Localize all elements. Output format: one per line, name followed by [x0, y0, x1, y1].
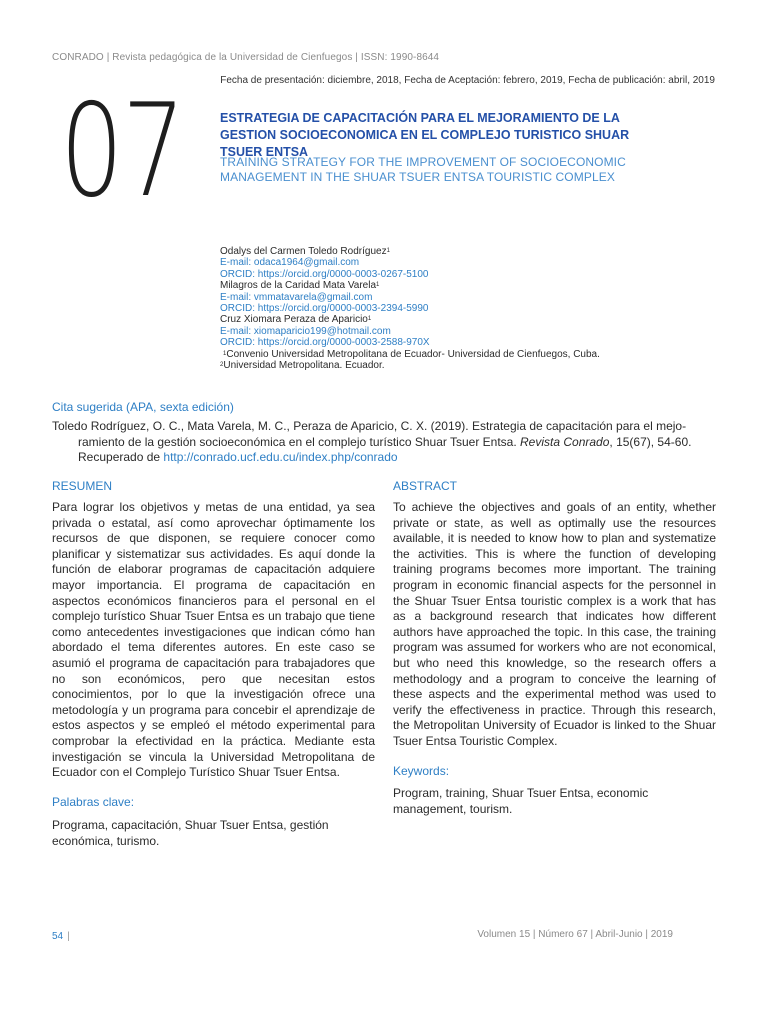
resumen-text: Para lograr los objetivos y metas de una entidad, ya sea privada o estatal, así como aprovechar óptimamente los recursos de que disponen, se requiere conocer como planificar y sistematizar sus actividades. Es aquí donde la función de elaborar programas de capacitación adquiere mayor importancia. El programa de capacitación en aspectos económicos financieros para el personal en el complejo turístico Shuar Tsuer Entsa es un trabajo que tiene como antecedentes investigaciones que indican cómo han abordado el tema diferentes autores. En este caso se asumió el programa de capacitación para trabajadores que no son económicos, pero que necesitan estos conocimientos, por lo que la investigación ofrece una metodología y un programa para concebir el aprendizaje de estos aspectos y se empleó el método experimental para comprobar la efectividad en la práctica. Mediante esta investigación se vincula la Universidad Metropolitana de Ecuador con el Complejo Turístico Shuar Tsuer Entsa. [52, 500, 375, 780]
orcid-link[interactable]: https://orcid.org/0000-0003-0267-5100 [257, 268, 429, 280]
orcid-link[interactable]: https://orcid.org/0000-0003-2394-5990 [257, 303, 429, 315]
author-name: Cruz Xiomara Peraza de Aparicio$^1$ [220, 314, 372, 326]
citation-url-link[interactable]: http://conrado.ucf.edu.cu/index.php/conrado [163, 450, 398, 464]
page-number: 54 | [52, 931, 70, 942]
keywords-heading: Keywords: [393, 764, 450, 778]
affiliation: $^1$Convenio Universidad Metropolitana de Ecuador- Universidad de Cienfuegos, Cuba. [223, 348, 600, 360]
issue-info: Volumen 15 | Número 67 | Abril-Junio | 2019 [477, 929, 673, 940]
email-link[interactable]: odaca1964@gmail.com [253, 257, 360, 269]
citation-heading: Cita sugerida (APA, sexta edición) [52, 400, 234, 414]
resumen-heading: RESUMEN [52, 479, 113, 493]
author-email: E-mail: vmmatavarela@gmail.com [220, 291, 373, 303]
article-title-english: TRAINING STRATEGY FOR THE IMPROVEMENT OF SOCIOECONOMIC MANAGEMENT IN THE SHUAR TSUER ENTSA TOURISTIC COMPLEX [220, 155, 626, 184]
article-title-spanish: ESTRATEGIA DE CAPACITACIÓN PARA EL MEJORAMIENTO DE LA GESTION SOCIOECONOMICA EN EL COMPLEJO TURISTICO SHUAR TSUER ENTSA [220, 110, 630, 159]
palabras-clave-heading: Palabras clave: [52, 795, 135, 809]
journal-header: CONRADO | Revista pedagógica de la Universidad de Cienfuegos | ISSN: 1990-8644 [52, 52, 440, 63]
author-orcid: ORCID: https://orcid.org/0000-0003-2394-5990 [220, 303, 429, 315]
affiliation: $^2$Universidad Metropolitana. Ecuador. [220, 360, 385, 372]
article-number: 07 [60, 77, 184, 226]
author-email: E-mail: odaca1964@gmail.com [220, 257, 360, 269]
keywords-text: Program, training, Shuar Tsuer Entsa, economic management, tourism. [393, 786, 649, 816]
orcid-link[interactable]: https://orcid.org/0000-0003-2588-970X [257, 337, 430, 349]
abstract-heading: ABSTRACT [393, 479, 458, 493]
palabras-clave-text: Programa, capacitación, Shuar Tsuer Entsa, gestión económica, turismo. [52, 818, 329, 848]
author-orcid: ORCID: https://orcid.org/0000-0003-0267-5100 [220, 268, 429, 280]
email-link[interactable]: vmmatavarela@gmail.com [253, 291, 373, 303]
author-orcid: ORCID: https://orcid.org/0000-0003-2588-970X [220, 337, 430, 349]
email-link[interactable]: xiomaparicio199@hotmail.com [253, 325, 391, 337]
publication-dates: Fecha de presentación: diciembre, 2018, Fecha de Aceptación: febrero, 2019, Fecha de publicación: abril, 2019 [220, 75, 715, 86]
abstract-text: To achieve the objectives and goals of an entity, whether private or state, as well as optimally use the resources available, it is needed to know how to plan and systematize the activities. This is where the function of developing training programs becomes more important. The training program in economic financial aspects for the personnel in the Shuar Tsuer Entsa touristic complex is a work that has as a background research that indicates how different authors have approached the topic. In this case, the training program was assumed for workers who are not economical, but who need this knowledge, so the research offers a methodology and a program to conceive the learning of these aspects and the experimental method was used to verify the effectiveness in practice. Through this research, the Metropolitan University of Ecuador is linked to the Shuar Tsuer Entsa Touristic Complex. [393, 500, 716, 748]
author-block [220, 246, 690, 371]
author-email: E-mail: xiomaparicio199@hotmail.com [220, 325, 391, 337]
citation-text: Toledo Rodríguez, O. C., Mata Varela, M. C., Peraza de Aparicio, C. X. (2019). Estrategia de capacitación para el mejo- ramiento de la gestión socioeconómica en el complejo turístico Shuar Tsuer Entsa. Revista Conrado, 15(67), 54-60. Recuperado de http://conrado.ucf.edu.cu/index.php/conrado [52, 419, 692, 464]
author-name: Milagros de la Caridad Mata Varela$^1$ [220, 280, 380, 292]
author-name: Odalys del Carmen Toledo Rodríguez$^1$ [220, 246, 390, 257]
